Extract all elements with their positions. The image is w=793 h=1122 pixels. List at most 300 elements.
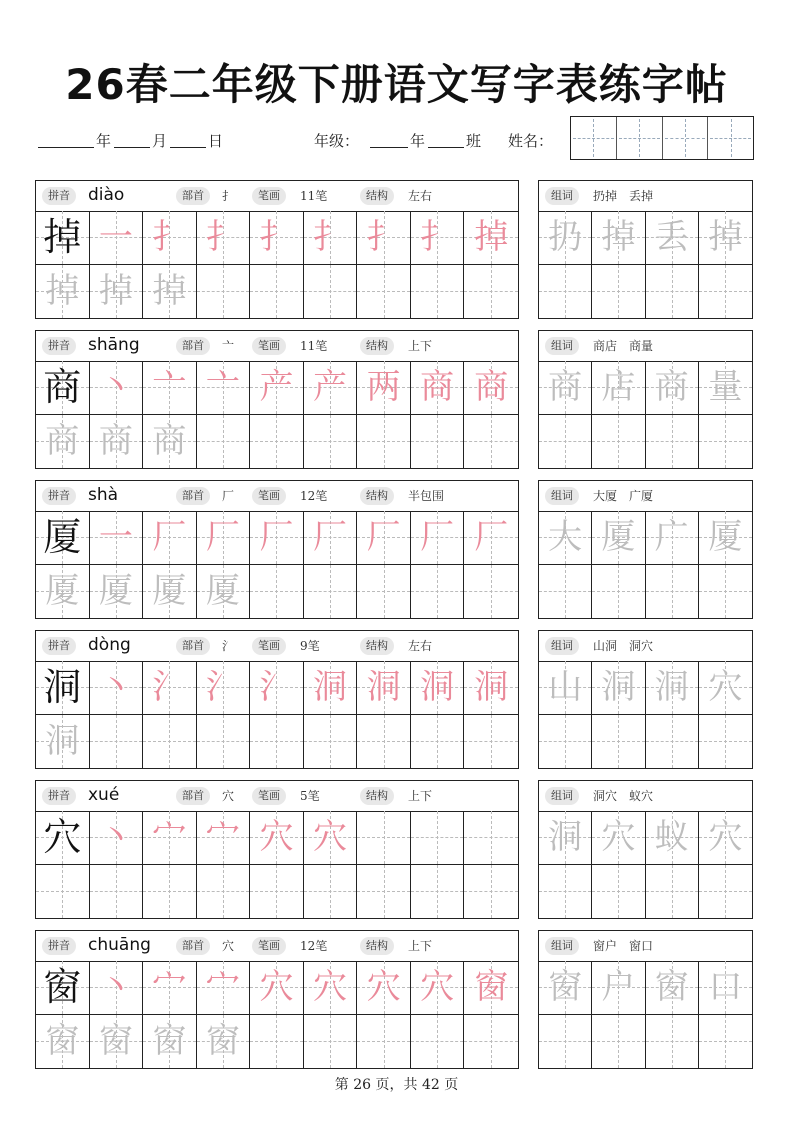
tian-grid-cell[interactable] [90,265,144,319]
tian-grid-cell[interactable] [592,661,645,715]
tian-grid-cell[interactable] [464,961,518,1015]
words-tag: 组词 [545,787,579,805]
stroke-order-step: 宀 [205,967,240,1007]
tian-grid-cell[interactable] [592,865,645,919]
tian-grid-cell[interactable] [90,661,144,715]
word-trace-char: 掉 [708,217,743,257]
pinyin-value: diào [88,185,125,205]
tian-grid-cell[interactable] [36,811,90,865]
structure-tag: 结构 [360,937,394,955]
radical-tag: 部首 [176,637,210,655]
tian-grid-cell[interactable] [699,565,752,619]
tian-grid-cell[interactable] [411,415,465,469]
stroke-order-step: 丶 [98,367,133,407]
words-header [539,631,752,662]
word-trace-char: 穴 [708,817,743,857]
tian-grid-cell[interactable] [464,415,518,469]
words-value: 山洞 洞穴 [593,639,654,653]
tian-grid-cell[interactable] [646,811,699,865]
stroke-order-step: 亠 [152,367,187,407]
tian-grid-cell[interactable] [464,511,518,565]
model-char: 洞 [43,665,82,709]
tian-grid-cell[interactable] [143,211,197,265]
tian-grid-cell[interactable] [197,961,251,1015]
stroke-order-step: 洞 [420,667,455,707]
word-trace-char: 窗 [654,967,689,1007]
strokes-value: 12笔 [300,939,328,953]
trace-char: 商 [98,420,133,461]
tian-grid-cell[interactable] [411,565,465,619]
tian-grid-cell[interactable] [90,415,144,469]
char-info-header [36,481,518,512]
pinyin-tag: 拼音 [42,637,76,655]
stroke-order-step: 氵 [152,667,187,707]
tian-grid-cell[interactable] [197,565,251,619]
page-footer: 第 26 页，共 42 页 [334,1077,459,1093]
tian-grid-cell[interactable] [90,565,144,619]
tian-grid-cell[interactable] [250,661,304,715]
stroke-order-step: 穴 [313,967,348,1007]
word-trace-char: 户 [601,967,636,1007]
tian-grid-cell[interactable] [304,565,358,619]
tian-grid-cell[interactable] [539,961,592,1015]
tian-grid-cell[interactable] [197,661,251,715]
word-trace-char: 山 [548,667,583,707]
pinyin-tag: 拼音 [42,337,76,355]
tian-grid-cell[interactable] [90,211,144,265]
tian-grid-cell[interactable] [592,961,645,1015]
tian-grid-cell[interactable] [539,715,592,769]
stroke-order-step: 商 [420,367,455,407]
strokes-value: 9笔 [300,639,320,653]
tian-grid-cell[interactable] [357,565,411,619]
tian-grid-cell[interactable] [250,1015,304,1069]
char-info-header [36,781,518,812]
tian-grid-cell[interactable] [357,265,411,319]
stroke-order-step: 一 [98,217,133,257]
tian-grid-cell[interactable] [143,715,197,769]
grade-year-label: 年 [410,132,426,150]
page-title: 26春二年级下册语文写字表练字帖 [65,60,728,109]
tian-grid-cell[interactable] [411,961,465,1015]
stroke-order-step: 穴 [313,817,348,857]
tian-grid-cell[interactable] [357,865,411,919]
tian-grid-cell[interactable] [646,415,699,469]
tian-grid-cell[interactable] [699,1015,752,1069]
tian-grid-cell[interactable] [464,361,518,415]
pinyin-value: chuāng [88,935,151,955]
word-practice-panel [538,930,753,1069]
tian-grid-cell[interactable] [646,1015,699,1069]
stroke-order-step: 厂 [313,517,348,557]
tian-grid-cell[interactable] [304,511,358,565]
tian-grid-cell[interactable] [464,1015,518,1069]
day-label: 日 [208,132,224,150]
tian-grid-cell[interactable] [699,265,752,319]
radical-tag: 部首 [176,787,210,805]
tian-grid-cell[interactable] [250,961,304,1015]
word-trace-char: 厦 [601,517,636,557]
word-trace-char: 广 [654,517,689,557]
tian-grid-cell[interactable] [539,811,592,865]
tian-grid-cell[interactable] [250,565,304,619]
tian-grid-cell[interactable] [143,565,197,619]
trace-char: 厦 [152,570,187,611]
tian-grid-cell[interactable] [539,361,592,415]
structure-tag: 结构 [360,787,394,805]
word-trace-char: 店 [601,367,636,407]
tian-grid-cell[interactable] [143,265,197,319]
tian-grid-cell[interactable] [699,811,752,865]
char-practice-panel [35,630,519,769]
words-tag: 组词 [545,187,579,205]
stroke-order-step: 产 [259,367,294,407]
word-practice-panel [538,630,753,769]
tian-grid-cell[interactable] [464,565,518,619]
tian-grid-cell[interactable] [699,511,752,565]
tian-grid-cell[interactable] [197,811,251,865]
tian-grid-cell[interactable] [411,361,465,415]
strokes-value: 11笔 [300,339,328,353]
tian-grid-cell[interactable] [357,661,411,715]
tian-grid-cell[interactable] [90,361,144,415]
word-trace-char: 大 [548,517,583,557]
tian-grid-cell[interactable] [464,265,518,319]
tian-grid-cell[interactable] [699,661,752,715]
tian-grid-cell[interactable] [304,265,358,319]
stroke-order-step: 厂 [366,517,401,557]
name-label: 姓名： [508,132,554,150]
trace-char: 厦 [45,570,80,611]
radical-value: 氵 [222,639,235,653]
word-trace-char: 洞 [654,667,689,707]
tian-grid-cell[interactable] [592,1015,645,1069]
char-practice-panel [35,780,519,919]
tian-grid-cell[interactable] [539,1015,592,1069]
tian-grid-cell[interactable] [143,361,197,415]
tian-grid-cell[interactable] [411,1015,465,1069]
stroke-order-step: 穴 [259,967,294,1007]
tian-grid-cell[interactable] [592,715,645,769]
tian-grid-cell[interactable] [539,415,592,469]
strokes-tag: 笔画 [252,937,286,955]
model-char: 穴 [43,815,82,859]
stroke-order-step: 宀 [152,817,187,857]
structure-tag: 结构 [360,187,394,205]
strokes-tag: 笔画 [252,487,286,505]
tian-grid-cell[interactable] [250,811,304,865]
word-trace-char: 扔 [548,217,583,257]
tian-grid-cell[interactable] [646,511,699,565]
tian-grid-cell[interactable] [539,265,592,319]
word-trace-char: 商 [654,367,689,407]
stroke-order-step: 洞 [313,667,348,707]
tian-grid-cell[interactable] [143,415,197,469]
word-trace-char: 洞 [601,667,636,707]
char-practice-panel [35,330,519,469]
words-header [539,331,752,362]
strokes-tag: 笔画 [252,637,286,655]
stroke-order-step: 氵 [205,667,240,707]
tian-grid-cell[interactable] [304,865,358,919]
tian-grid-cell[interactable] [250,361,304,415]
tian-grid-cell[interactable] [36,961,90,1015]
stroke-order-step: 两 [366,367,401,407]
pinyin-tag: 拼音 [42,487,76,505]
trace-char: 窗 [205,1020,240,1061]
word-trace-char: 商 [548,367,583,407]
stroke-order-step: 产 [313,367,348,407]
stroke-order-step: 丶 [98,817,133,857]
tian-grid-cell[interactable] [699,361,752,415]
model-char: 窗 [43,965,82,1009]
tian-grid-cell[interactable] [357,415,411,469]
model-char: 厦 [43,515,82,559]
stroke-order-step: 窗 [474,967,509,1007]
pinyin-tag: 拼音 [42,787,76,805]
word-practice-panel [538,330,753,469]
pinyin-tag: 拼音 [42,187,76,205]
words-tag: 组词 [545,637,579,655]
tian-grid-cell[interactable] [464,211,518,265]
tian-grid-cell[interactable] [411,715,465,769]
radical-value: 厂 [222,489,235,503]
radical-value: 扌 [222,189,235,203]
radical-tag: 部首 [176,337,210,355]
word-practice-panel [538,780,753,919]
stroke-order-step: 宀 [152,967,187,1007]
tian-grid-cell[interactable] [592,265,645,319]
tian-grid-cell[interactable] [197,211,251,265]
tian-grid-cell[interactable] [250,511,304,565]
pinyin-value: xué [88,785,120,805]
tian-grid-cell[interactable] [197,511,251,565]
tian-grid-cell[interactable] [143,865,197,919]
words-value: 扔掉 丢掉 [593,189,654,203]
tian-grid-cell[interactable] [357,961,411,1015]
tian-grid-cell[interactable] [197,265,251,319]
tian-grid-cell[interactable] [646,211,699,265]
tian-grid-cell[interactable] [197,865,251,919]
tian-grid-cell[interactable] [250,865,304,919]
tian-grid-cell[interactable] [592,811,645,865]
tian-grid-cell[interactable] [646,961,699,1015]
structure-tag: 结构 [360,637,394,655]
tian-grid-cell[interactable] [646,661,699,715]
tian-grid-cell[interactable] [143,1015,197,1069]
stroke-order-step: 穴 [366,967,401,1007]
tian-grid-cell[interactable] [411,211,465,265]
trace-char: 掉 [45,270,80,311]
word-trace-char: 掉 [601,217,636,257]
word-trace-char: 穴 [708,667,743,707]
stroke-order-step: 扌 [152,217,187,257]
tian-grid-cell[interactable] [90,961,144,1015]
words-tag: 组词 [545,487,579,505]
stroke-order-step: 丶 [98,967,133,1007]
tian-grid-cell[interactable] [699,415,752,469]
word-trace-char: 窗 [548,967,583,1007]
trace-char: 窗 [98,1020,133,1061]
tian-grid-cell[interactable] [90,715,144,769]
tian-grid-cell[interactable] [539,511,592,565]
tian-grid-cell[interactable] [304,211,358,265]
tian-grid-cell[interactable] [197,415,251,469]
stroke-order-step: 穴 [420,967,455,1007]
stroke-order-step: 洞 [474,667,509,707]
word-trace-char: 穴 [601,817,636,857]
pinyin-value: shà [88,485,119,505]
name-writing-box[interactable] [570,116,754,160]
trace-char: 掉 [98,270,133,311]
tian-grid-cell[interactable] [699,961,752,1015]
tian-grid-cell[interactable] [646,715,699,769]
tian-grid-cell[interactable] [411,265,465,319]
strokes-value: 12笔 [300,489,328,503]
tian-grid-cell[interactable] [36,1015,90,1069]
words-header [539,781,752,812]
tian-grid-cell[interactable] [304,1015,358,1069]
tian-grid-cell[interactable] [464,715,518,769]
words-value: 洞穴 蚁穴 [593,789,654,803]
radical-value: 穴 [222,939,235,953]
tian-grid-cell[interactable] [357,715,411,769]
tian-grid-cell[interactable] [539,661,592,715]
tian-grid-cell[interactable] [143,661,197,715]
tian-grid-cell[interactable] [250,415,304,469]
tian-grid-cell[interactable] [143,811,197,865]
tian-grid-cell[interactable] [250,211,304,265]
tian-grid-cell[interactable] [90,1015,144,1069]
trace-char: 洞 [45,720,80,761]
stroke-order-step: 丶 [98,667,133,707]
year-label: 年 [96,132,112,150]
tian-grid-cell[interactable] [592,511,645,565]
tian-grid-cell[interactable] [304,715,358,769]
tian-grid-cell[interactable] [36,211,90,265]
tian-grid-cell[interactable] [357,511,411,565]
tian-grid-cell[interactable] [36,265,90,319]
tian-grid-cell[interactable] [90,811,144,865]
tian-grid-cell[interactable] [464,865,518,919]
tian-grid-cell[interactable] [36,715,90,769]
tian-grid-cell[interactable] [304,661,358,715]
tian-grid-cell[interactable] [357,211,411,265]
tian-grid-cell[interactable] [539,865,592,919]
pinyin-tag: 拼音 [42,937,76,955]
stroke-order-step: 厂 [205,517,240,557]
tian-grid-cell[interactable] [250,265,304,319]
tian-grid-cell[interactable] [197,1015,251,1069]
tian-grid-cell[interactable] [699,211,752,265]
tian-grid-cell[interactable] [539,211,592,265]
tian-grid-cell[interactable] [36,865,90,919]
char-info-header [36,931,518,962]
char-practice-panel [35,930,519,1069]
word-trace-char: 丢 [654,217,689,257]
tian-grid-cell[interactable] [464,661,518,715]
tian-grid-cell[interactable] [699,865,752,919]
tian-grid-cell[interactable] [143,961,197,1015]
model-char: 商 [43,365,82,409]
tian-grid-cell[interactable] [411,865,465,919]
tian-grid-cell[interactable] [304,415,358,469]
tian-grid-cell[interactable] [36,661,90,715]
tian-grid-cell[interactable] [592,415,645,469]
structure-tag: 结构 [360,337,394,355]
tian-grid-cell[interactable] [357,811,411,865]
stroke-order-step: 扌 [205,217,240,257]
radical-tag: 部首 [176,187,210,205]
tian-grid-cell[interactable] [411,511,465,565]
tian-grid-cell[interactable] [464,811,518,865]
tian-grid-cell[interactable] [90,865,144,919]
tian-grid-cell[interactable] [250,715,304,769]
stroke-order-step: 厂 [420,517,455,557]
tian-grid-cell[interactable] [36,565,90,619]
tian-grid-cell[interactable] [143,511,197,565]
tian-grid-cell[interactable] [646,265,699,319]
trace-char: 窗 [45,1020,80,1061]
tian-grid-cell[interactable] [36,361,90,415]
trace-char: 掉 [152,270,187,311]
tian-grid-cell[interactable] [592,211,645,265]
trace-char: 商 [45,420,80,461]
stroke-order-step: 扌 [313,217,348,257]
month-label: 月 [152,132,168,150]
tian-grid-cell[interactable] [90,511,144,565]
word-trace-char: 厦 [708,517,743,557]
tian-grid-cell[interactable] [36,415,90,469]
tian-grid-cell[interactable] [197,361,251,415]
stroke-order-step: 商 [474,367,509,407]
tian-grid-cell[interactable] [646,565,699,619]
tian-grid-cell[interactable] [197,715,251,769]
word-practice-panel [538,480,753,619]
strokes-value: 5笔 [300,789,320,803]
stroke-order-step: 亠 [205,367,240,407]
tian-grid-cell[interactable] [411,661,465,715]
trace-char: 窗 [152,1020,187,1061]
tian-grid-cell[interactable] [646,865,699,919]
tian-grid-cell[interactable] [539,565,592,619]
tian-grid-cell[interactable] [592,361,645,415]
structure-value: 上下 [408,339,433,353]
radical-value: 亠 [222,339,235,353]
tian-grid-cell[interactable] [646,361,699,415]
stroke-order-step: 扌 [366,217,401,257]
tian-grid-cell[interactable] [357,1015,411,1069]
tian-grid-cell[interactable] [357,361,411,415]
word-trace-char: 蚁 [654,817,689,857]
tian-grid-cell[interactable] [699,715,752,769]
tian-grid-cell[interactable] [36,511,90,565]
char-info-header [36,331,518,362]
words-tag: 组词 [545,937,579,955]
word-trace-char: 洞 [548,817,583,857]
class-label: 班 [466,132,482,150]
words-value: 窗户 窗口 [593,939,654,953]
tian-grid-cell[interactable] [304,961,358,1015]
pinyin-value: shāng [88,335,140,355]
words-value: 商店 商量 [593,339,654,353]
tian-grid-cell[interactable] [411,811,465,865]
tian-grid-cell[interactable] [304,811,358,865]
stroke-order-step: 宀 [205,817,240,857]
tian-grid-cell[interactable] [592,565,645,619]
tian-grid-cell[interactable] [304,361,358,415]
char-info-header [36,181,518,212]
